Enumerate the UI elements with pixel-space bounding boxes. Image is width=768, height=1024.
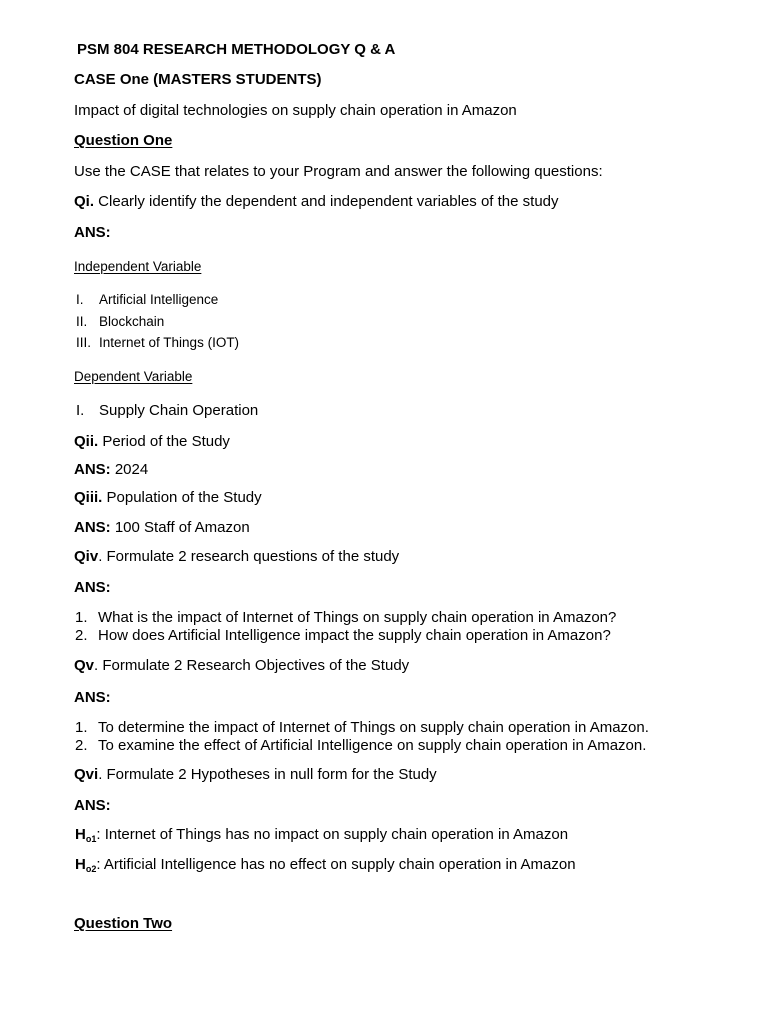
- qv-ans-label: ANS:: [74, 689, 111, 706]
- dependent-variable-heading: Dependent Variable: [74, 369, 193, 384]
- qii-ans-text: 2024: [110, 461, 149, 478]
- list-marker: III.: [76, 335, 92, 350]
- qvi-text: . Formulate 2 Hypotheses in null form for the Study: [98, 766, 437, 783]
- qii-text: Period of the Study: [98, 433, 230, 450]
- instruction-text: Use the CASE that relates to your Program and answer the following questions:: [74, 163, 603, 180]
- hypothesis-subscript: o2: [85, 864, 97, 874]
- list-item: [76, 291, 218, 309]
- qvi-question: [74, 766, 437, 784]
- qiii-text: Population of the Study: [102, 489, 262, 506]
- list-item-text: To determine the impact of Internet of Things on supply chain operation in Amazon.: [98, 719, 649, 736]
- list-item-text: Supply Chain Operation: [99, 402, 259, 419]
- independent-variable-heading: Independent Variable: [74, 259, 202, 274]
- qiii-label: Qiii.: [74, 489, 103, 506]
- list-item: [75, 627, 611, 645]
- qi-ans-label: ANS:: [74, 224, 111, 241]
- qiv-question: [74, 548, 399, 566]
- qv-text: . Formulate 2 Research Objectives of the Study: [94, 657, 410, 674]
- qi-question: [74, 193, 559, 211]
- list-item-text: To examine the effect of Artificial Intelligence on supply chain operation in Amazon.: [98, 737, 647, 754]
- qiv-label: Qiv: [74, 548, 99, 565]
- list-marker: II.: [76, 314, 88, 329]
- list-item: [76, 334, 239, 352]
- list-item-text: How does Artificial Intelligence impact the supply chain operation in Amazon?: [98, 627, 611, 644]
- qv-label: Qv: [74, 657, 95, 674]
- qvi-ans-label: ANS:: [74, 797, 111, 814]
- list-item-text: What is the impact of Internet of Things on supply chain operation in Amazon?: [98, 609, 617, 626]
- qiv-ans-label: ANS:: [74, 579, 111, 596]
- list-marker: 2.: [75, 737, 88, 754]
- list-item: [75, 609, 616, 627]
- qiii-answer: [74, 519, 250, 537]
- qii-question: [74, 433, 230, 451]
- document-title: PSM 804 RESEARCH METHODOLOGY Q & A: [77, 41, 396, 58]
- list-item: [75, 737, 646, 755]
- qiv-text: . Formulate 2 research questions of the study: [98, 548, 400, 565]
- qii-ans-label: ANS:: [74, 461, 111, 478]
- list-marker: 1.: [75, 609, 88, 626]
- hypothesis-item: [75, 856, 576, 878]
- list-marker: I.: [76, 292, 84, 307]
- qi-label: Qi.: [74, 193, 95, 210]
- list-item: [76, 402, 258, 420]
- qi-text: Clearly identify the dependent and independent variables of the study: [94, 193, 559, 210]
- list-marker: 2.: [75, 627, 88, 644]
- hypothesis-symbol: H: [75, 826, 86, 843]
- list-item-text: Artificial Intelligence: [99, 292, 219, 307]
- list-item-text: Internet of Things (IOT): [99, 335, 240, 350]
- question-one-heading: Question One: [74, 132, 173, 149]
- qiii-ans-label: ANS:: [74, 519, 111, 536]
- list-marker: 1.: [75, 719, 88, 736]
- hypothesis-subscript: o1: [85, 834, 97, 844]
- question-two-heading: Question Two: [74, 915, 173, 932]
- case-title: CASE One (MASTERS STUDENTS): [74, 71, 322, 88]
- list-marker: I.: [76, 402, 85, 419]
- hypothesis-symbol: H: [75, 856, 86, 873]
- hypothesis-text: : Artificial Intelligence has no effect on supply chain operation in Amazon: [96, 856, 576, 873]
- qii-answer: [74, 461, 148, 479]
- qii-label: Qii.: [74, 433, 99, 450]
- list-item: [75, 719, 649, 737]
- qiii-question: [74, 489, 262, 507]
- qvi-label: Qvi: [74, 766, 99, 783]
- hypothesis-text: : Internet of Things has no impact on supply chain operation in Amazon: [96, 826, 569, 843]
- hypothesis-item: [75, 826, 568, 848]
- qiii-ans-text: 100 Staff of Amazon: [110, 519, 250, 536]
- qv-question: [74, 657, 409, 675]
- case-topic: Impact of digital technologies on supply chain operation in Amazon: [74, 102, 517, 119]
- list-item-text: Blockchain: [99, 314, 165, 329]
- list-item: [76, 313, 164, 331]
